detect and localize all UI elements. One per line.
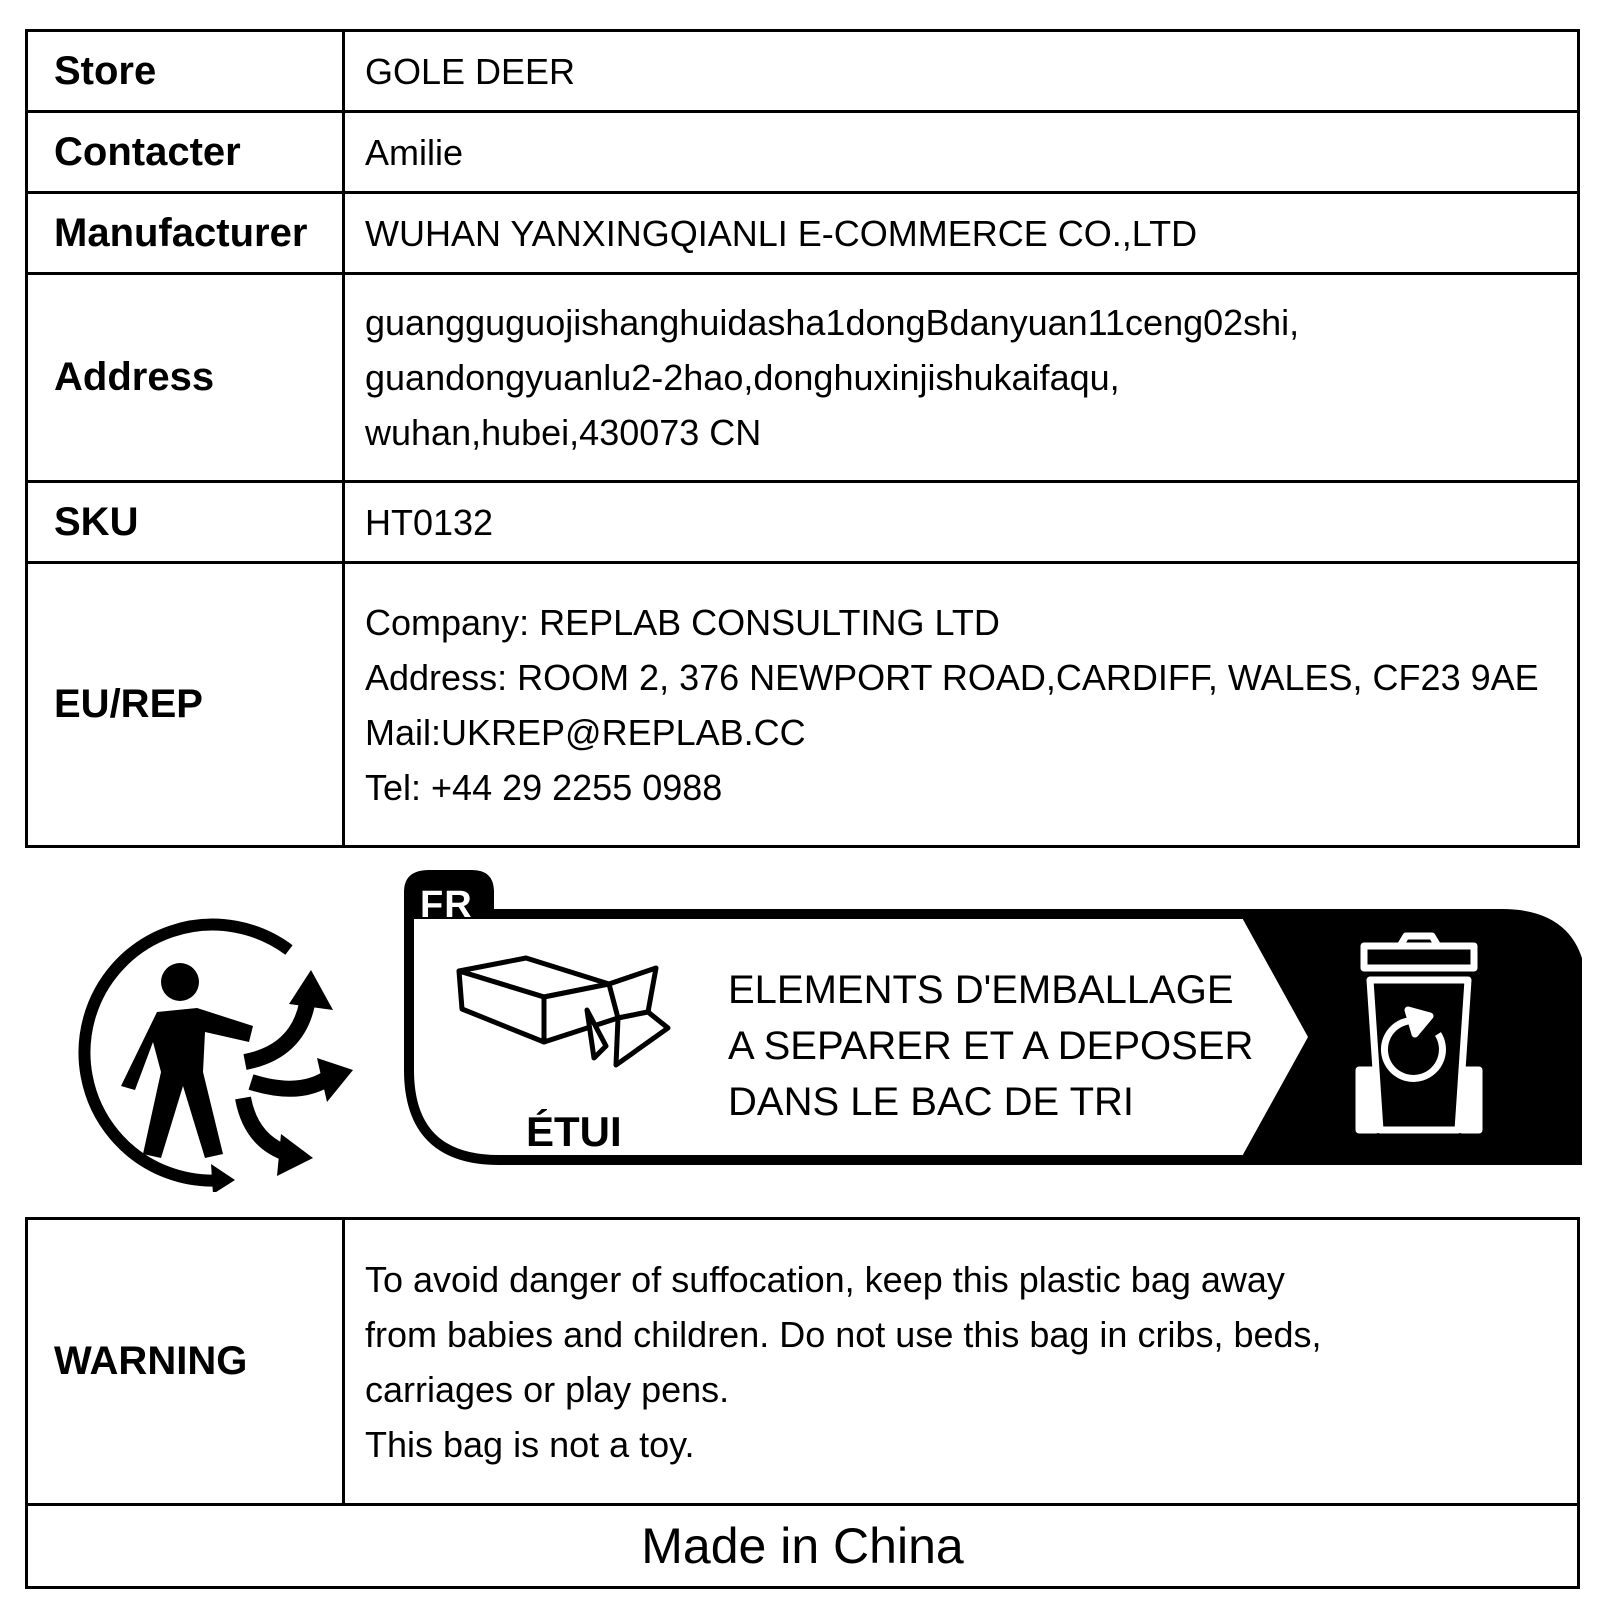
warning-line: This bag is not a toy. xyxy=(365,1423,695,1465)
eurep-line: Company: REPLAB CONSULTING LTD xyxy=(365,601,1000,643)
eurep-line: Address: ROOM 2, 376 NEWPORT ROAD,CARDIFF, WALES, CF23 9AE xyxy=(365,656,1539,698)
store-label: Store xyxy=(27,31,344,112)
eurep-label: EU/REP xyxy=(27,563,344,847)
manufacturer-row xyxy=(27,193,1579,274)
contacter-label: Contacter xyxy=(27,112,344,193)
warning-value xyxy=(344,1219,1579,1505)
origin-row xyxy=(27,1505,1579,1588)
etui-label: ÉTUI xyxy=(526,1108,622,1155)
store-value: GOLE DEER xyxy=(344,31,1579,112)
instruction-line: A SEPARER ET A DEPOSER xyxy=(728,1024,1254,1068)
sku-value: HT0132 xyxy=(344,482,1579,563)
sku-label: SKU xyxy=(27,482,344,563)
triman-icon xyxy=(75,912,355,1192)
contacter-row xyxy=(27,112,1579,193)
warning-row xyxy=(27,1219,1579,1505)
box-icon xyxy=(459,958,668,1065)
address-row xyxy=(27,274,1579,482)
store-row xyxy=(27,31,1579,112)
sku-row xyxy=(27,482,1579,563)
manufacturer-value: WUHAN YANXINGQIANLI E-COMMERCE CO.,LTD xyxy=(344,193,1579,274)
made-in-china: Made in China xyxy=(27,1505,1579,1588)
fr-tab-label: FR xyxy=(420,884,473,926)
warning-line: To avoid danger of suffocation, keep this plastic bag away xyxy=(365,1258,1285,1300)
eurep-row xyxy=(27,563,1579,847)
manufacturer-label: Manufacturer xyxy=(27,193,344,274)
eurep-line: Tel: +44 29 2255 0988 xyxy=(365,766,723,808)
address-line: guandongyuanlu2-2hao,donghuxinjishukaifaqu, xyxy=(365,357,1120,398)
eurep-line: Mail:UKREP@REPLAB.CC xyxy=(365,711,806,753)
address-value xyxy=(344,274,1579,482)
contacter-value: Amilie xyxy=(344,112,1579,193)
address-line: wuhan,hubei,430073 CN xyxy=(365,412,762,453)
instruction-line: DANS LE BAC DE TRI xyxy=(728,1080,1135,1124)
sorting-instruction xyxy=(728,962,1253,1130)
info-table xyxy=(25,29,1580,848)
warning-line: from babies and children. Do not use this bag in cribs, beds, xyxy=(365,1313,1322,1355)
eurep-value xyxy=(344,563,1579,847)
warning-line: carriages or play pens. xyxy=(365,1368,730,1410)
address-line: guangguguojishanghuidasha1dongBdanyuan11ceng02shi, xyxy=(365,302,1300,343)
address-label: Address xyxy=(27,274,344,482)
warning-table xyxy=(25,1217,1580,1589)
warning-label: WARNING xyxy=(27,1219,344,1505)
instruction-line: ELEMENTS D'EMBALLAGE xyxy=(728,968,1234,1012)
